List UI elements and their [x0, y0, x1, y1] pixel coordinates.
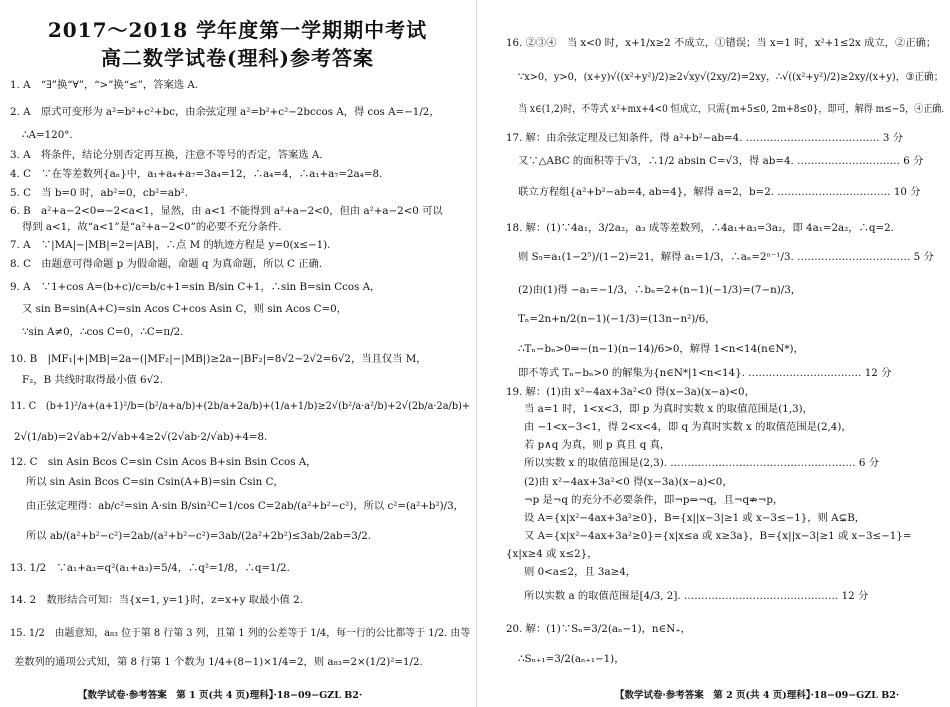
answer-line: 由 −1<x−3<1，得 2<x<4，即 q 为真时实数 x 的取值范围是(2,4)， [524, 421, 852, 433]
column-divider [476, 0, 477, 707]
answer-line: 2. A 原式可变形为 a²=b²+c²+bc，由余弦定理 a²=b²+c²−2bccos A，得 cos A=−1/2， [10, 106, 440, 118]
answer-line: 11. C (b+1)²/a+(a+1)²/b=(b²/a+a/b)+(2b/a+2a/b)+(1/a+1/b)≥2√(b²/a·a²/b)+2√(2b/a·2a/b)+ [10, 400, 471, 412]
answer-line: 即不等式 Tₙ−bₙ>0 的解集为{n∈N*|1<n<14}. …………………………… 12 分 [518, 367, 892, 379]
answer-line: 2√(1/ab)=2√ab+2/√ab+4≥2√(2√ab·2/√ab)+4=8. [14, 431, 268, 443]
answer-line: 若 p∧q 为真，则 p 真且 q 真， [524, 439, 671, 451]
answer-line: 6. B a²+a−2<0⇔−2<a<1，显然，由 a<1 不能得到 a²+a−2<0，但由 a²+a−2<0 可以 [10, 205, 443, 217]
answer-line: 则 0<a≤2，且 3a≥4， [524, 566, 637, 578]
answer-line: {x|x≥4 或 x≤2}， [506, 548, 598, 560]
answer-line: 15. 1/2 由题意知，a₈₃ 位于第 8 行第 3 列，且第 1 列的公差等于 1/4，每一行的公比都等于 1/2. 由等 [10, 627, 471, 639]
answer-line: ∵sin A≠0，∴cos C=0，∴C=π/2. [22, 326, 184, 338]
answer-line: 16. ②③④ 当 x<0 时，x+1/x≥2 不成立，①错误；当 x=1 时，x²+1≤2x 成立，②正确； [506, 37, 937, 49]
answer-line: 18. 解：(1)∵4a₁，3/2a₂，a₃ 成等差数列，∴4a₁+a₃=3a₂，即 4a₁=2a₂，∴q=2. [506, 222, 894, 234]
answer-line: ∵x>0，y>0，(x+y)√((x²+y²)/2)≥2√xy√(2xy/2)=2xy，∴√((x²+y²)/2)≥2xy/(x+y)，③正确； [518, 71, 944, 83]
answer-line: 又∵△ABC 的面积等于√3，∴1/2 absin C=√3，得 ab=4. ………………………… 6 分 [518, 155, 924, 167]
answer-line: 17. 解：由余弦定理及已知条件，得 a²+b²−ab=4. ………………………………… 3 分 [506, 132, 904, 144]
answer-line: Tₙ=2n+n/2(n−1)(−1/3)=(13n−n²)/6， [518, 313, 716, 325]
answer-line: 4. C ∵在等差数列{aₙ}中，a₁+a₄+a₇=3a₄=12，∴a₄=4，∴a₁+a₇=2a₄=8. [10, 168, 383, 180]
footer-left: 【数学试卷·参考答案 第 1 页(共 4 页)理科】·18−09−GZL B2· [78, 690, 363, 701]
answer-line: 19. 解：(1)由 x²−4ax+3a²<0 得(x−3a)(x−a)<0， [506, 386, 755, 398]
answer-line: 联立方程组{a²+b²−ab=4, ab=4}，解得 a=2，b=2. …………………………… 10 分 [518, 186, 921, 198]
answer-line: 7. A ∵|MA|−|MB|=2=|AB|，∴点 M 的轨迹方程是 y=0(x≤−1). [10, 239, 331, 251]
answer-line: 又 sin B=sin(A+C)=sin Acos C+cos Asin C，则 sin Acos C=0， [22, 303, 347, 315]
answer-line: 10. B |MF₁|+|MB|=2a−(|MF₂|−|MB|)≥2a−|BF₂|=8√2−2√2=6√2，当且仅当 M， [10, 353, 427, 365]
answer-line: F₂，B 共线时取得最小值 6√2. [22, 374, 163, 386]
answer-line: 12. C sin Asin Bcos C=sin Csin Acos B+sin Bsin Ccos A， [10, 456, 317, 468]
answer-line: 由正弦定理得：ab/c²=sin A·sin B/sin²C=1/cos C=2ab/(a²+b²−c²)，所以 c²=(a²+b²)/3， [26, 500, 464, 512]
answer-line: 差数列的通项公式知，第 8 行第 1 个数为 1/4+(8−1)×1/4=2，则 a₈₃=2×(1/2)²=1/2. [14, 656, 423, 668]
answer-line: 9. A ∵1+cos A=(b+c)/c=b/c+1=sin B/sin C+1，∴sin B=sin Ccos A， [10, 281, 381, 293]
answer-line: 则 S₅=a₁(1−2⁵)/(1−2)=21，解得 a₁=1/3，∴aₙ=2ⁿ⁻¹/3. …………………………… 5 分 [518, 251, 934, 263]
answer-line: 所以实数 x 的取值范围是(2,3). ……………………………………………… 6 分 [524, 457, 880, 469]
answer-line: ¬p 是¬q 的充分不必要条件，即¬p⇒¬q，且¬q⇏¬p， [524, 494, 784, 506]
answer-line: 8. C 由题意可得命题 p 为假命题，命题 q 为真命题，所以 C 正确. [10, 258, 323, 270]
answer-line: 当 a=1 时，1<x<3，即 p 为真时实数 x 的取值范围是(1,3)， [524, 403, 813, 415]
answer-line: 得到 a<1，故“a<1”是“a²+a−2<0”的必要不充分条件. [22, 221, 282, 233]
answer-line: ∴Tₙ−bₙ>0⇒−(n−1)(n−14)/6>0，解得 1<n<14(n∈N*)， [518, 343, 804, 355]
exam-title-line1: 2017～2018 学年度第一学期期中考试 [47, 18, 428, 42]
answer-line: 13. 1/2 ∵a₁+a₃=q²(a₁+a₃)=5/4，∴q²=1/8，∴q=1/2. [10, 562, 290, 574]
answer-line: (2)由(1)得 −a₁=−1/3，∴bₙ=2+(n−1)(−1/3)=(7−n)/3， [518, 284, 802, 296]
answer-line: 5. C 当 b=0 时，ab²=0，cb²=ab². [10, 187, 189, 199]
answer-line: 又 A={x|x²−4ax+3a²≥0}={x|x≤a 或 x≥3a}，B={x||x−3|≥1 或 x−3≤−1}= [524, 530, 912, 542]
answer-line: 20. 解：(1)∵Sₙ=3/2(aₙ−1)，n∈N₊， [506, 623, 691, 635]
answer-line: ∴A=120°. [22, 129, 73, 141]
answer-line: 3. A 将条件，结论分别否定再互换，注意不等号的否定，答案选 A. [10, 149, 323, 161]
answer-line: 1. A “∃”换“∀”，“>”换“≤”，答案选 A. [10, 79, 199, 91]
exam-title-line2: 高二数学试卷(理科)参考答案 [101, 46, 374, 70]
answer-line: 14. 2 数形结合可知：当{x=1, y=1}时，z=x+y 取最小值 2. [10, 594, 303, 606]
footer-right: 【数学试卷·参考答案 第 2 页(共 4 页)理科】·18−09−GZL B2· [615, 690, 900, 701]
answer-line: 所以 ab/(a²+b²−c²)=2ab/(a²+b²−c²)=3ab/(2a²+2b²)≤3ab/2ab=3/2. [26, 530, 372, 542]
answer-line: ∴Sₙ₊₁=3/2(aₙ₊₁−1)， [518, 653, 625, 665]
answer-line: (2)由 x²−4ax+3a²<0 得(x−3a)(x−a)<0， [524, 476, 733, 488]
answer-line: 设 A={x|x²−4ax+3a²≥0}，B={x||x−3|≥1 或 x−3≤−1}，则 A⊊B， [524, 512, 866, 524]
answer-line: 所以实数 a 的取值范围是[4/3, 2]. ……………………………………… 12 分 [524, 590, 869, 602]
answer-line: 当 x∈(1,2)时，不等式 x²+mx+4<0 恒成立，只需{m+5≤0, 2m+8≤0}，即可，解得 m≤−5，④正确. [518, 103, 945, 115]
answer-line: 所以 sin Asin Bcos C=sin Csin(A+B)=sin Csin C， [26, 476, 284, 488]
